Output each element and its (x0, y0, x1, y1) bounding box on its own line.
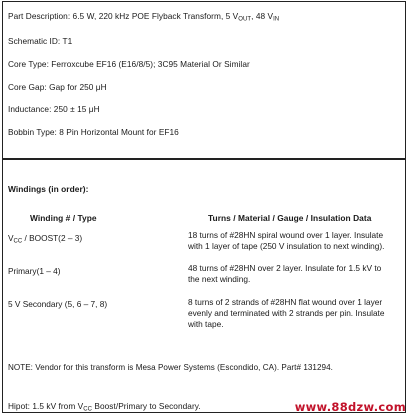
data-line: 8 turns of 2 strands of #28HN flat wound over 1 layer (188, 297, 383, 307)
winding-data-primary (188, 263, 400, 285)
winding-type-primary: Primary(1 – 4) (8, 266, 61, 276)
col-header-data: Turns / Material / Gauge / Insulation Data (208, 213, 372, 223)
col-header-winding: Winding # / Type (30, 213, 97, 223)
bobbin-type: Bobbin Type: 8 Pin Horizontal Mount for EF16 (8, 127, 179, 137)
inductance: Inductance: 250 ± 15 μH (8, 104, 100, 114)
data-line: with tape. (188, 319, 224, 329)
section-divider (2, 158, 406, 160)
winding-data-secondary (188, 297, 400, 330)
data-line: with 1 layer of tape (250 V insulation to next winding). (188, 241, 385, 251)
winding-data-vcc-boost (188, 230, 400, 252)
data-line: the next winding. (188, 274, 251, 284)
winding-type-vcc-boost: $V_{CC}$ / BOOST(2 – 3) (8, 233, 83, 245)
vendor-note: NOTE: Vendor for this transform is Mesa Power Systems (Escondido, CA). Part# 131294. (8, 363, 333, 372)
core-type: Core Type: Ferroxcube EF16 (E16/8/5); 3C95 Material Or Similar (8, 59, 250, 69)
schematic-id: Schematic ID: T1 (8, 36, 73, 46)
part-description: Part Description: 6.5 W, 220 kHz POE Flyback Transform, 5 $V_{OUT}$, 48 $V_{IN}$ (8, 11, 280, 23)
windings-title: Windings (in order): (8, 184, 89, 194)
winding-type-secondary: 5 V Secondary (5, 6 – 7, 8) (8, 299, 108, 309)
core-gap: Core Gap: Gap for 250 μH (8, 82, 107, 92)
watermark-logo: www.88dzw.com (294, 400, 406, 414)
data-line: 48 turns of #28HN over 2 layer. Insulate for 1.5 kV to (188, 263, 382, 273)
hipot-line: Hipot: 1.5 kV from $V_{CC}$ Boost/Primary to Secondary. (8, 401, 201, 413)
data-line: 18 turns of #28HN spiral wound over 1 layer. Insulate (188, 230, 384, 240)
data-line: evenly and terminated with 2 strands per pin. Insulate (188, 308, 385, 318)
